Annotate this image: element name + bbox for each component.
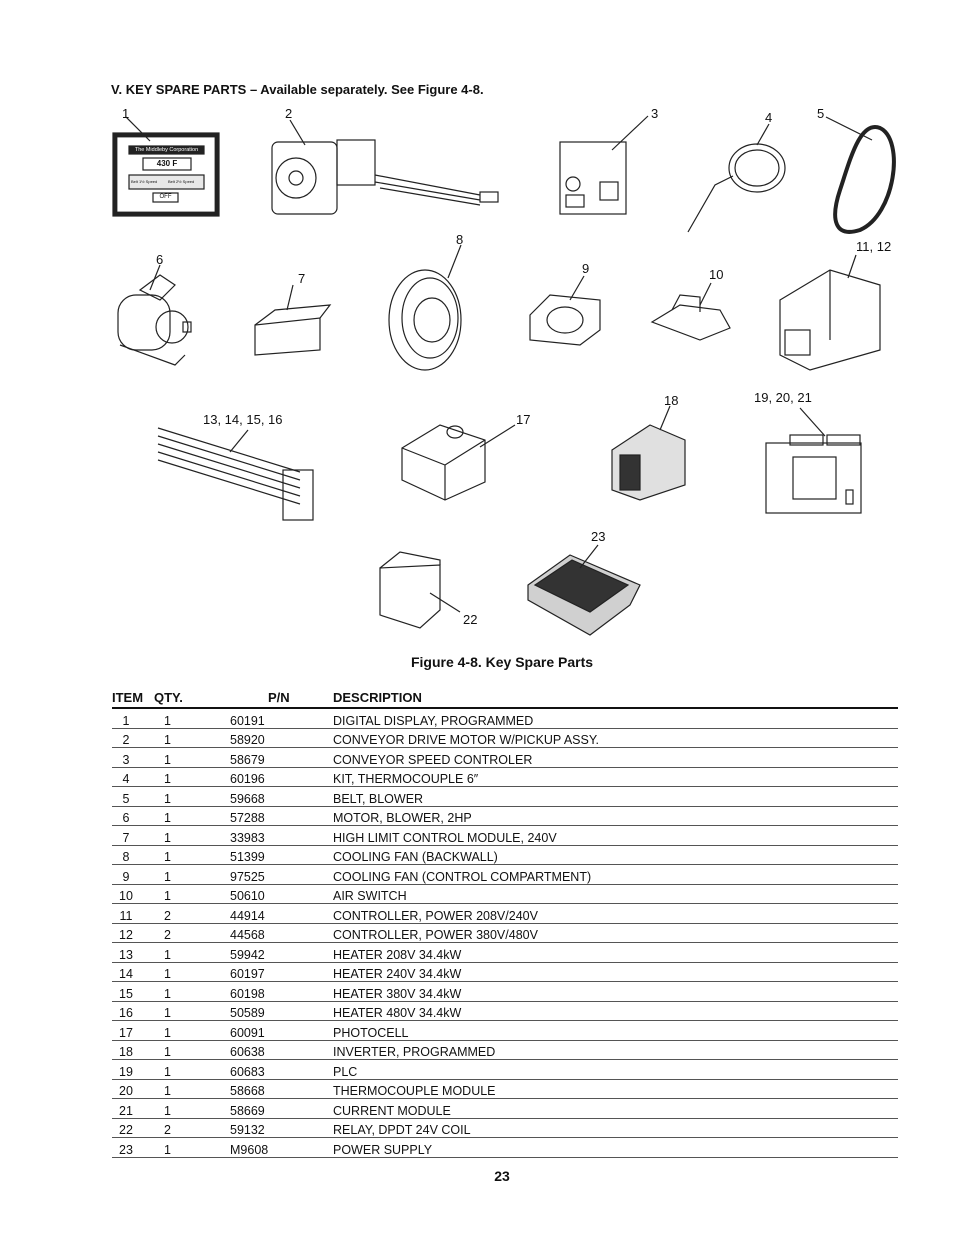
cell-qty: 1 bbox=[164, 947, 171, 962]
cell-item: 16 bbox=[119, 1006, 133, 1020]
cell-qty: 1 bbox=[164, 1006, 171, 1020]
cell-description: PLC bbox=[333, 1064, 358, 1079]
table-row bbox=[112, 982, 898, 1002]
cell-item: 2 bbox=[122, 733, 130, 747]
table-row bbox=[112, 924, 898, 944]
cell-qty: 1 bbox=[164, 811, 171, 825]
cell-pn: 60196 bbox=[230, 772, 265, 786]
cell-item: 6 bbox=[122, 811, 130, 825]
cell-description: CONTROLLER, POWER 380V/480V bbox=[333, 928, 538, 942]
cooling-fan-compartment-illustration bbox=[530, 276, 600, 345]
plc-illustration bbox=[766, 408, 861, 513]
cell-qty: 1 bbox=[164, 1025, 171, 1040]
blower-belt-illustration bbox=[826, 117, 894, 232]
cell-item: 5 bbox=[122, 791, 130, 806]
cell-pn: 58669 bbox=[230, 1103, 265, 1118]
cell-description: CONTROLLER, POWER 208V/240V bbox=[333, 908, 538, 923]
conveyor-motor-illustration bbox=[272, 120, 498, 214]
callout-1: 1 bbox=[122, 106, 130, 121]
display-brand: The Middleby Corporation bbox=[134, 147, 199, 153]
cell-qty: 1 bbox=[164, 733, 171, 747]
table-row bbox=[112, 904, 898, 924]
cell-item: 4 bbox=[122, 772, 130, 786]
cell-item: 14 bbox=[119, 967, 133, 981]
thermocouple-illustration bbox=[688, 124, 785, 232]
cell-description: DIGITAL DISPLAY, PROGRAMMED bbox=[333, 713, 534, 728]
cell-qty: 2 bbox=[164, 1123, 171, 1137]
table-row bbox=[112, 963, 898, 983]
cell-description: BELT, BLOWER bbox=[333, 791, 424, 806]
cell-description: MOTOR, BLOWER, 2HP bbox=[333, 811, 472, 825]
cell-pn: 60638 bbox=[230, 1045, 265, 1059]
photocell-illustration bbox=[402, 425, 515, 500]
cell-qty: 1 bbox=[164, 713, 171, 728]
blower-motor-illustration bbox=[118, 265, 191, 365]
cell-item: 10 bbox=[119, 889, 133, 903]
callout-22: 22 bbox=[463, 612, 478, 627]
table-row bbox=[112, 748, 898, 768]
cell-item: 23 bbox=[119, 1142, 133, 1157]
cell-qty: 2 bbox=[164, 928, 171, 942]
power-supply-illustration bbox=[528, 545, 640, 635]
display-left-label: Belt 1½ Speed bbox=[131, 179, 158, 184]
callout-11-12: 11, 12 bbox=[856, 239, 892, 254]
cell-qty: 1 bbox=[164, 1084, 171, 1098]
page-number: 23 bbox=[494, 1168, 510, 1184]
cell-pn: 97525 bbox=[230, 869, 265, 884]
cell-qty: 2 bbox=[164, 908, 171, 923]
cell-item: 15 bbox=[119, 986, 133, 1001]
cell-description: AIR SWITCH bbox=[333, 889, 407, 903]
table-row bbox=[112, 846, 898, 866]
high-limit-module-illustration bbox=[255, 285, 330, 355]
cell-qty: 1 bbox=[164, 1064, 171, 1079]
table-row bbox=[112, 709, 898, 729]
table-row bbox=[112, 1119, 898, 1139]
callout-9: 9 bbox=[582, 261, 590, 276]
heater-illustration bbox=[158, 428, 313, 520]
cell-description: COOLING FAN (BACKWALL) bbox=[333, 850, 498, 864]
callout-13-16: 13, 14, 15, 16 bbox=[203, 412, 283, 427]
callout-19-21: 19, 20, 21 bbox=[754, 390, 812, 405]
cell-pn: 59942 bbox=[230, 947, 265, 962]
cell-description: CURRENT MODULE bbox=[333, 1103, 451, 1118]
cell-pn: 60197 bbox=[230, 967, 265, 981]
cell-item: 18 bbox=[119, 1045, 133, 1059]
cell-qty: 1 bbox=[164, 772, 171, 786]
callout-18: 18 bbox=[664, 393, 679, 408]
cell-pn: 60091 bbox=[230, 1025, 265, 1040]
callout-8: 8 bbox=[456, 232, 464, 247]
cell-description: INVERTER, PROGRAMMED bbox=[333, 1045, 496, 1059]
cell-description: HEATER 480V 34.4kW bbox=[333, 1006, 462, 1020]
inverter-illustration bbox=[612, 406, 685, 500]
table-row bbox=[112, 865, 898, 885]
cell-pn: 60683 bbox=[230, 1064, 265, 1079]
cell-item: 12 bbox=[119, 928, 133, 942]
figure-caption: Figure 4-8. Key Spare Parts bbox=[410, 654, 594, 670]
callout-3: 3 bbox=[651, 106, 659, 121]
callout-5: 5 bbox=[817, 106, 825, 121]
table-row bbox=[112, 943, 898, 963]
cell-description: THERMOCOUPLE MODULE bbox=[333, 1084, 496, 1098]
cell-item: 20 bbox=[119, 1084, 133, 1098]
header-pn: P/N bbox=[268, 690, 290, 705]
cell-pn: 57288 bbox=[230, 811, 265, 825]
cell-pn: 60191 bbox=[230, 713, 265, 728]
cell-qty: 1 bbox=[164, 889, 171, 903]
cell-pn: 60198 bbox=[230, 986, 265, 1001]
cell-pn: 50589 bbox=[230, 1006, 265, 1020]
table-row bbox=[112, 826, 898, 846]
cell-description: KIT, THERMOCOUPLE 6″ bbox=[333, 772, 479, 786]
cell-qty: 1 bbox=[164, 986, 171, 1001]
cell-item: 11 bbox=[119, 908, 133, 923]
cell-pn: 58920 bbox=[230, 733, 265, 747]
callout-10: 10 bbox=[709, 267, 724, 282]
table-body bbox=[112, 709, 898, 1158]
cell-item: 19 bbox=[119, 1064, 133, 1079]
cell-qty: 1 bbox=[164, 752, 171, 767]
display-off: OFF bbox=[159, 194, 172, 200]
callout-4: 4 bbox=[765, 110, 773, 125]
air-switch-illustration bbox=[652, 283, 730, 340]
cell-pn: 50610 bbox=[230, 889, 265, 903]
cell-description: RELAY, DPDT 24V COIL bbox=[333, 1123, 471, 1137]
cell-pn: 58668 bbox=[230, 1084, 265, 1098]
cell-item: 7 bbox=[122, 830, 130, 845]
cell-description: CONVEYOR SPEED CONTROLER bbox=[333, 752, 533, 767]
table-row bbox=[112, 729, 898, 749]
table-row bbox=[112, 787, 898, 807]
table-row bbox=[112, 1138, 898, 1158]
power-controller-illustration bbox=[780, 255, 880, 370]
cell-description: CONVEYOR DRIVE MOTOR W/PICKUP ASSY. bbox=[333, 733, 600, 747]
cell-description: HEATER 240V 34.4kW bbox=[333, 967, 462, 981]
cell-item: 17 bbox=[119, 1025, 133, 1040]
cell-description: HEATER 208V 34.4kW bbox=[333, 947, 462, 962]
cell-item: 9 bbox=[122, 869, 130, 884]
display-right-label: Belt 2½ Speed bbox=[168, 179, 195, 184]
cell-pn: 33983 bbox=[230, 830, 265, 845]
cell-description: POWER SUPPLY bbox=[333, 1142, 433, 1157]
section-heading: V. KEY SPARE PARTS – Available separately. See Figure 4-8. bbox=[111, 82, 484, 97]
cell-item: 3 bbox=[122, 752, 130, 767]
callout-23: 23 bbox=[591, 529, 606, 544]
relay-illustration bbox=[380, 552, 460, 628]
cooling-fan-backwall-illustration bbox=[389, 245, 461, 370]
cell-qty: 1 bbox=[164, 869, 171, 884]
callout-6: 6 bbox=[156, 252, 164, 267]
cell-pn: 59668 bbox=[230, 791, 265, 806]
table-row bbox=[112, 1041, 898, 1061]
cell-qty: 1 bbox=[164, 1142, 171, 1157]
cell-item: 8 bbox=[122, 850, 130, 864]
parts-table bbox=[112, 690, 898, 1158]
speed-controller-illustration bbox=[560, 116, 648, 214]
table-row bbox=[112, 1080, 898, 1100]
cell-item: 21 bbox=[119, 1103, 133, 1118]
cell-qty: 1 bbox=[164, 791, 171, 806]
cell-description: PHOTOCELL bbox=[333, 1025, 409, 1040]
cell-qty: 1 bbox=[164, 1045, 171, 1059]
callout-7: 7 bbox=[298, 271, 306, 286]
callout-17: 17 bbox=[516, 412, 531, 427]
cell-pn: 59132 bbox=[230, 1123, 265, 1137]
header-description: DESCRIPTION bbox=[333, 690, 422, 705]
cell-item: 22 bbox=[119, 1123, 133, 1137]
cell-item: 13 bbox=[119, 947, 133, 962]
cell-pn: 58679 bbox=[230, 752, 265, 767]
table-row bbox=[112, 885, 898, 905]
table-header bbox=[112, 690, 898, 709]
cell-qty: 1 bbox=[164, 850, 171, 864]
table-row bbox=[112, 768, 898, 788]
cell-qty: 1 bbox=[164, 830, 171, 845]
header-item: ITEM bbox=[112, 690, 144, 705]
cell-description: COOLING FAN (CONTROL COMPARTMENT) bbox=[333, 869, 592, 884]
table-row bbox=[112, 807, 898, 827]
table-row bbox=[112, 1021, 898, 1041]
cell-pn: M9608 bbox=[230, 1142, 269, 1157]
table-row bbox=[112, 1060, 898, 1080]
callout-2: 2 bbox=[285, 106, 293, 121]
display-temp: 430 F bbox=[156, 159, 178, 168]
table-row bbox=[112, 1099, 898, 1119]
cell-item: 1 bbox=[122, 713, 130, 728]
cell-pn: 44914 bbox=[230, 908, 265, 923]
cell-description: HIGH LIMIT CONTROL MODULE, 240V bbox=[333, 830, 557, 845]
cell-qty: 1 bbox=[164, 967, 171, 981]
cell-description: HEATER 380V 34.4kW bbox=[333, 986, 462, 1001]
cell-qty: 1 bbox=[164, 1103, 171, 1118]
table-row bbox=[112, 1002, 898, 1022]
cell-pn: 51399 bbox=[230, 850, 265, 864]
header-qty: QTY. bbox=[154, 690, 183, 705]
cell-pn: 44568 bbox=[230, 928, 265, 942]
